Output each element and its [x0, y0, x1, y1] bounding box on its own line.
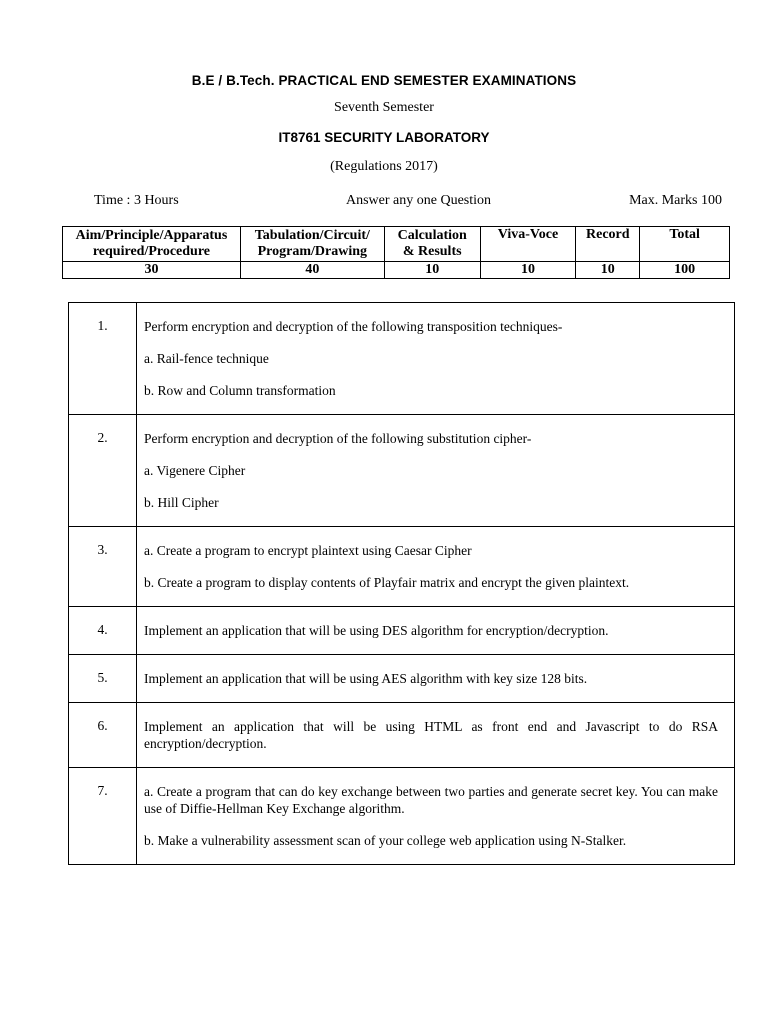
question-body: [137, 527, 735, 607]
question-number: 7.: [69, 768, 137, 865]
question-row: [69, 607, 735, 655]
question-row: [69, 768, 735, 865]
question-line: Implement an application that will be using DES algorithm for encryption/decryption.: [144, 623, 609, 638]
question-line: b. Create a program to display contents of Playfair matrix and encrypt the given plaintext.: [144, 575, 630, 590]
question-body: [137, 703, 735, 768]
exam-duration: Time : 3 Hours: [94, 193, 179, 208]
marks-header-cell: Viva-Voce: [480, 227, 576, 262]
max-marks: Max. Marks 100: [629, 193, 722, 208]
course-title: IT8761 SECURITY LABORATORY: [278, 130, 490, 145]
marks-value-cell: 10: [576, 262, 640, 279]
questions-table: [68, 302, 735, 865]
question-body: [137, 303, 735, 415]
marks-distribution-table: [62, 226, 730, 279]
question-line: a. Create a program to encrypt plaintext using Caesar Cipher: [144, 543, 472, 558]
marks-value-row: [63, 262, 730, 279]
question-row: [69, 527, 735, 607]
question-number: 6.: [69, 703, 137, 768]
question-line: a. Create a program that can do key exchange between two parties and generate secret key. You can make use of Diffie-Hellman Key Exchange algorithm.: [144, 784, 718, 816]
question-line: b. Hill Cipher: [144, 495, 219, 510]
question-number: 2.: [69, 415, 137, 527]
marks-header-cell: Tabulation/Circuit/ Program/Drawing: [240, 227, 384, 262]
marks-value-cell: 10: [384, 262, 480, 279]
marks-value-cell: 40: [240, 262, 384, 279]
question-line: b. Make a vulnerability assessment scan of your college web application using N-Stalker.: [144, 833, 627, 848]
marks-value-cell: 100: [640, 262, 730, 279]
question-number: 4.: [69, 607, 137, 655]
question-body: [137, 768, 735, 865]
question-body: [137, 415, 735, 527]
exam-instruction: Answer any one Question: [346, 193, 492, 208]
question-number: 3.: [69, 527, 137, 607]
marks-value-cell: 30: [63, 262, 241, 279]
question-line: a. Rail-fence technique: [144, 351, 269, 366]
marks-header-cell: Calculation & Results: [384, 227, 480, 262]
question-number: 5.: [69, 655, 137, 703]
semester-label: Seventh Semester: [334, 100, 434, 115]
question-row: [69, 703, 735, 768]
question-number: 1.: [69, 303, 137, 415]
question-row: [69, 415, 735, 527]
regulations-label: (Regulations 2017): [330, 159, 438, 174]
question-line: Implement an application that will be using HTML as front end and Javascript to do RSA encryption/decryption.: [144, 719, 718, 751]
marks-header-row: [63, 227, 730, 262]
question-line: Implement an application that will be using AES algorithm with key size 128 bits.: [144, 671, 588, 686]
exam-meta-row: [94, 193, 722, 211]
marks-header-cell: Aim/Principle/Apparatus required/Procedure: [63, 227, 241, 262]
question-body: [137, 655, 735, 703]
question-line: a. Vigenere Cipher: [144, 463, 246, 478]
marks-value-cell: 10: [480, 262, 576, 279]
question-row: [69, 303, 735, 415]
exam-title: B.E / B.Tech. PRACTICAL END SEMESTER EXAMINATIONS: [191, 73, 577, 88]
question-line: Perform encryption and decryption of the following transposition techniques-: [144, 319, 563, 334]
question-body: [137, 607, 735, 655]
marks-header-cell: Total: [640, 227, 730, 262]
question-line: Perform encryption and decryption of the following substitution cipher-: [144, 431, 532, 446]
marks-header-cell: Record: [576, 227, 640, 262]
question-line: b. Row and Column transformation: [144, 383, 336, 398]
question-row: [69, 655, 735, 703]
